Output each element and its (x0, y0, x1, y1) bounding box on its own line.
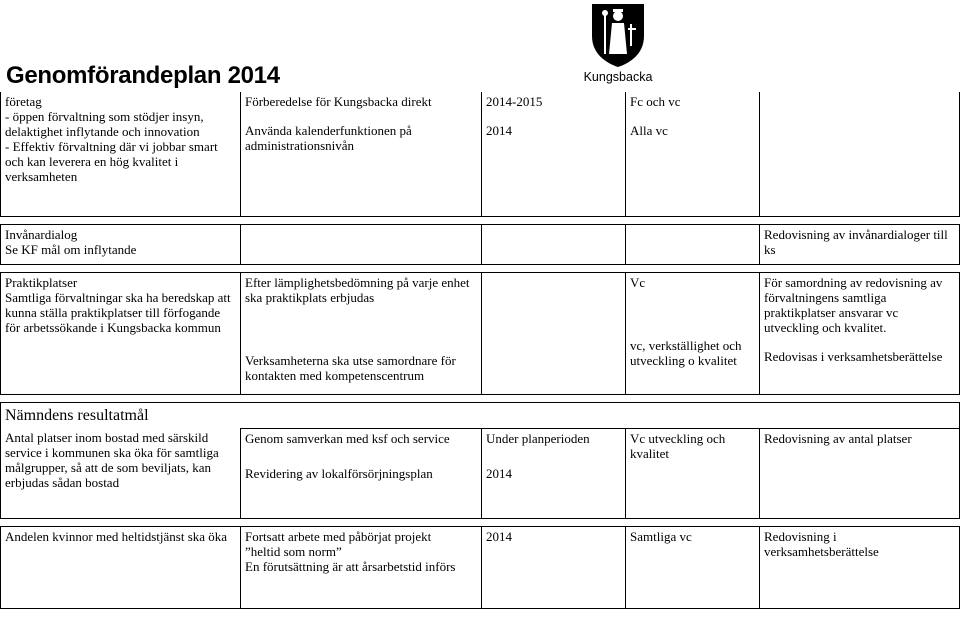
responsible-text: Vc (630, 274, 646, 290)
responsible-text: Fc och vc (630, 94, 681, 109)
activity-cell (241, 526, 482, 608)
goal-text: Praktikplatser Samtliga förvaltningar ska ha beredskap att kunna ställa praktikplatser till förfogande för arbetssökande i Kungsbacka kommun (5, 274, 231, 335)
responsible-text: Alla vc (630, 123, 668, 138)
activity-text: Efter lämplighetsbedömning på varje enhet ska praktikplats erbjudas (245, 274, 470, 305)
activity-text: Verksamheterna ska utse samordnare för kontakten med kompetenscentrum (245, 352, 456, 383)
section-heading-cell (1, 402, 960, 428)
responsible-cell (626, 272, 760, 394)
time-text: 2014 (486, 528, 512, 544)
logo-text: Kungsbacka (583, 70, 653, 84)
responsible-cell (626, 526, 760, 608)
activity-cell (241, 224, 482, 264)
spacer-row (1, 264, 960, 272)
time-cell (482, 224, 626, 264)
responsible-cell (626, 428, 760, 518)
time-cell (482, 526, 626, 608)
followup-cell (760, 92, 960, 216)
followup-text: Redovisning i verksamhetsberättelse (764, 528, 879, 559)
activity-text: Genom samverkan med ksf och service (245, 430, 450, 446)
followup-cell (760, 526, 960, 608)
goal-text: företag - öppen förvaltning som stödjer insyn, delaktighet inflytande och innovation - Effektiv förvaltning där vi jobbar smart och kan leverera en hög kvalitet i verksamheten (5, 94, 218, 184)
table-row (1, 272, 960, 394)
goal-cell (1, 92, 241, 216)
followup-cell (760, 428, 960, 518)
plan-table (0, 92, 960, 609)
time-cell (482, 92, 626, 216)
spacer-row (1, 216, 960, 224)
goal-cell (1, 272, 241, 394)
followup-text: För samordning av redovisning av förvaltningens samtliga praktikplatser ansvarar vc utveckling och kvalitet. (764, 274, 943, 335)
activity-cell (241, 272, 482, 394)
table-row (1, 224, 960, 264)
table-row (1, 402, 960, 428)
spacer-row (1, 394, 960, 402)
activity-cell (241, 428, 482, 518)
kungsbacka-logo (582, 2, 654, 88)
table-row (1, 526, 960, 608)
goal-text: Invånardialog Se KF mål om inflytande (5, 226, 137, 257)
responsible-cell (626, 224, 760, 264)
activity-text: Förberedelse för Kungsbacka direkt (245, 94, 432, 109)
goal-text: Andelen kvinnor med heltidstjänst ska öka (5, 528, 228, 544)
section-heading: Nämndens resultatmål (5, 406, 149, 424)
followup-text: Redovisning av antal platser (764, 430, 912, 446)
followup-cell (760, 272, 960, 394)
time-text: Under planperioden (486, 430, 590, 446)
coat-of-arms-icon (590, 2, 646, 68)
table-row (1, 92, 960, 216)
time-text: 2014 (486, 465, 512, 481)
responsible-cell (626, 92, 760, 216)
goal-cell (1, 224, 241, 264)
responsible-text: Vc utveckling och kvalitet (630, 430, 726, 461)
responsible-text: vc, verkställighet och utveckling o kvalitet (630, 337, 742, 368)
time-cell (482, 272, 626, 394)
followup-cell (760, 224, 960, 264)
activity-text: Fortsatt arbete med påbörjat projekt ”heltid som norm” En förutsättning är att årsarbetstid införs (245, 528, 456, 574)
goal-cell (1, 428, 241, 518)
time-cell (482, 428, 626, 518)
responsible-text: Samtliga vc (630, 528, 692, 544)
page-title: Genomförandeplan 2014 (6, 62, 280, 89)
goal-text: Antal platser inom bostad med särskild service i kommunen ska öka för samtliga målgrupper, så att de som beviljats, kan erbjudas sådan bostad (5, 430, 219, 490)
table-row (1, 428, 960, 518)
followup-text: Redovisas i verksamhetsberättelse (764, 348, 943, 364)
time-text: 2014-2015 (486, 94, 543, 109)
activity-cell (241, 92, 482, 216)
activity-text: Revidering av lokalförsörjningsplan (245, 465, 433, 481)
goal-cell (1, 526, 241, 608)
activity-text: Använda kalenderfunktionen på administrationsnivån (245, 123, 412, 153)
followup-text: Redovisning av invånardialoger till ks (764, 226, 948, 257)
spacer-row (1, 518, 960, 526)
time-text: 2014 (486, 123, 512, 138)
